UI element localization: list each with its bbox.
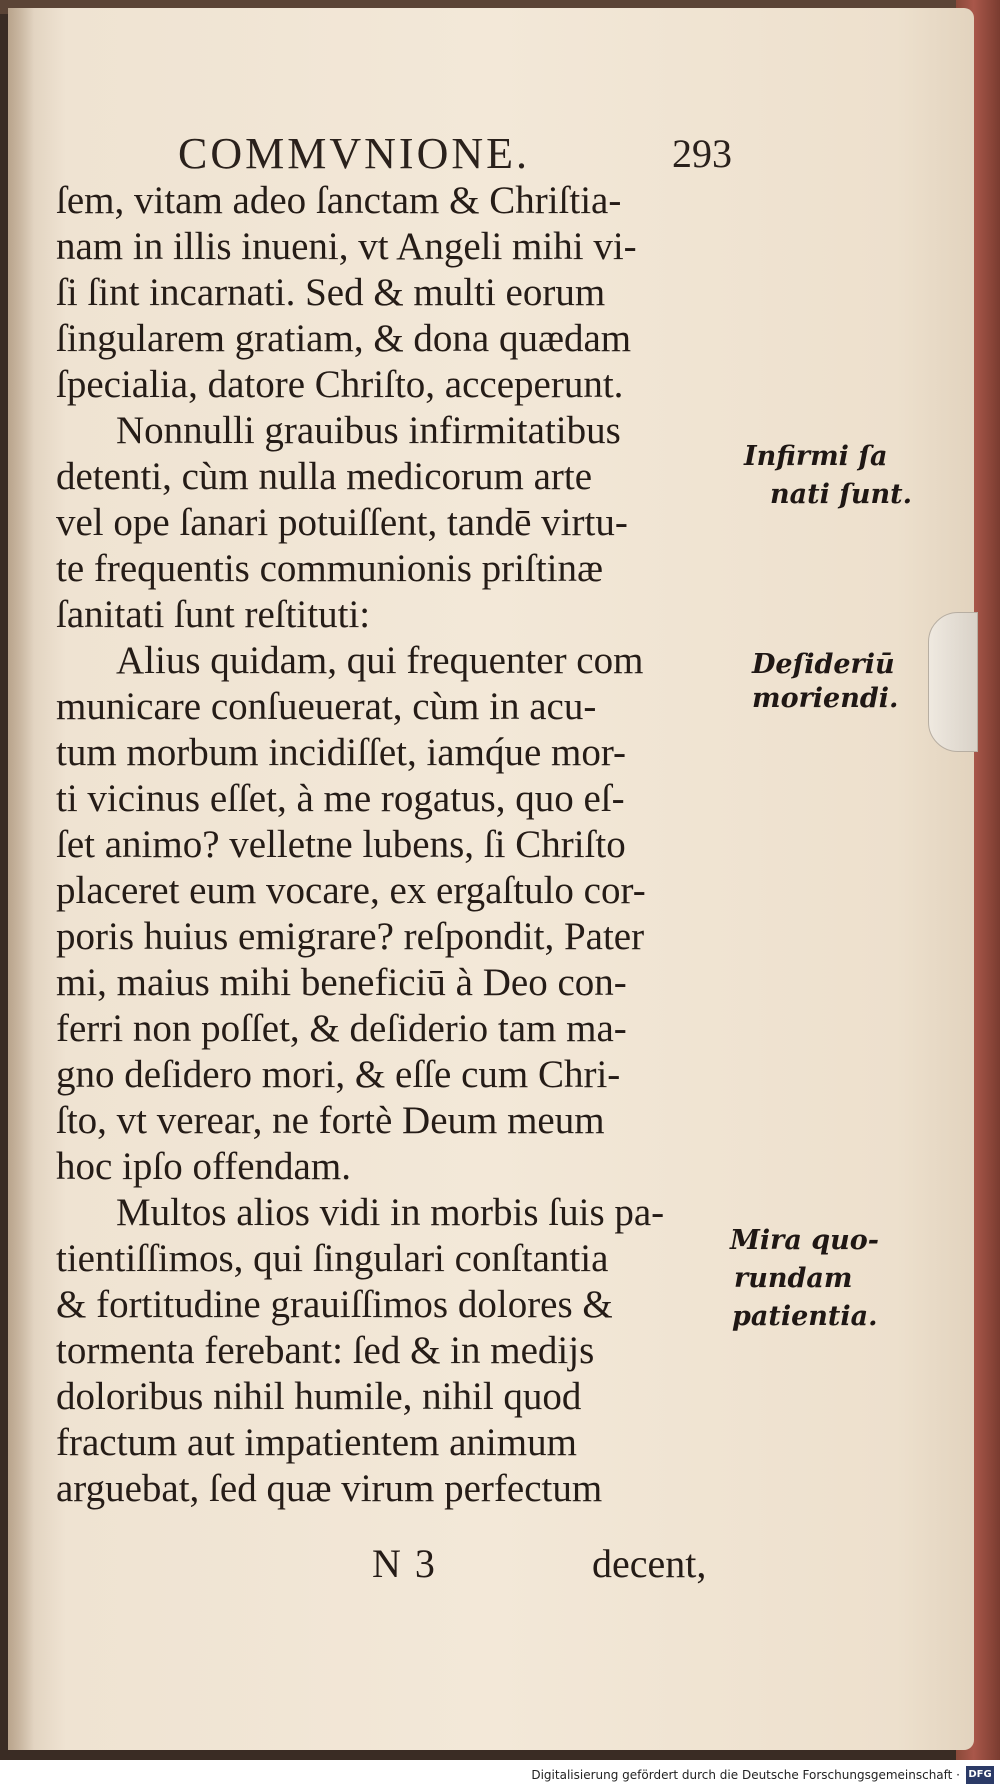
- page-number: 293: [672, 131, 732, 176]
- funding-credit: Digitalisierung gefördert durch die Deutsche Forschungsgemeinschaft ·: [531, 1768, 960, 1782]
- text-line: Multos alios vidi in morbis ſuis pa-: [116, 1191, 665, 1234]
- marginal-note-line: Mira quo-: [730, 1225, 879, 1256]
- text-line: mi, maius mihi beneficiū à Deo con-: [56, 961, 627, 1004]
- marginal-note-line: rundam: [734, 1263, 853, 1294]
- text-line: nam in illis inueni, vt Angeli mihi vi-: [56, 225, 637, 268]
- text-line: tum morbum incidiſſet, iamq́ue mor-: [56, 731, 627, 774]
- page-header: [0, 120, 1000, 180]
- running-title: COMMVNIONE.: [178, 129, 530, 178]
- text-line: hoc ipſo offendam.: [56, 1145, 351, 1188]
- marginal-note-line: Deſideriū: [752, 649, 895, 680]
- text-line: tormenta ferebant: ſed & in medijs: [56, 1329, 595, 1372]
- text-line: ſto, vt verear, ne fortè Deum meum: [56, 1099, 605, 1142]
- page-footer: [0, 1540, 1000, 1590]
- page-gutter-shadow: [8, 8, 34, 1750]
- text-line: & fortitudine grauiſſimos dolores &: [56, 1283, 613, 1326]
- body-text: [56, 178, 736, 1512]
- text-line: doloribus nihil humile, nihil quod: [56, 1375, 582, 1418]
- marginal-note-infirmi: [744, 438, 912, 514]
- marginal-note-patientia: [730, 1222, 879, 1336]
- text-line: ſi ſint incarnati. Sed & multi eorum: [56, 271, 606, 314]
- marginal-note-line: moriendi.: [752, 683, 899, 714]
- text-line: fractum aut impatientem animum: [56, 1421, 577, 1464]
- text-line: poris huius emigrare? reſpondit, Pater: [56, 915, 645, 958]
- text-line: te frequentis communionis priſtinæ: [56, 547, 604, 590]
- text-line: tientiſſimos, qui ſingulari conſtantia: [56, 1237, 609, 1280]
- marginal-note-line: patientia.: [732, 1301, 878, 1332]
- text-line: ferri non poſſet, & deſiderio tam ma-: [56, 1007, 627, 1050]
- dfg-logo-icon: DFG: [966, 1766, 994, 1784]
- text-line: ti vicinus eſſet, à me rogatus, quo eſ-: [56, 777, 625, 820]
- credit-bar: [0, 1760, 1000, 1792]
- page-clip-tab: [928, 612, 978, 752]
- text-line: municare conſueuerat, cùm in acu-: [56, 685, 597, 728]
- text-line: ſanitati ſunt reſtituti:: [56, 593, 371, 636]
- marginal-note-line: Infirmi ſa: [744, 441, 888, 472]
- marginal-note-line: nati ſunt.: [770, 479, 913, 510]
- text-line: ſingularem gratiam, & dona quædam: [56, 317, 632, 360]
- text-line: ſpecialia, datore Chriſto, acceperunt.: [56, 363, 624, 406]
- catchword: decent,: [592, 1541, 707, 1586]
- text-line: vel ope ſanari potuiſſent, tandē virtu-: [56, 501, 628, 544]
- text-line: placeret eum vocare, ex ergaſtulo cor-: [56, 869, 646, 912]
- text-line: ſet animo? velletne lubens, ſi Chriſto: [56, 823, 626, 866]
- text-line: ſem, vitam adeo ſanctam & Chriſtia-: [56, 179, 622, 222]
- marginal-note-desiderium: [752, 646, 898, 718]
- signature-mark: N 3: [372, 1541, 437, 1586]
- text-line: Alius quidam, qui frequenter com: [116, 639, 644, 682]
- text-line: gno deſidero mori, & eſſe cum Chri-: [56, 1053, 621, 1096]
- text-line: arguebat, ſed quæ virum perfectum: [56, 1467, 603, 1510]
- text-line: detenti, cùm nulla medicorum arte: [56, 455, 593, 498]
- text-line: Nonnulli grauibus infirmitatibus: [116, 409, 621, 452]
